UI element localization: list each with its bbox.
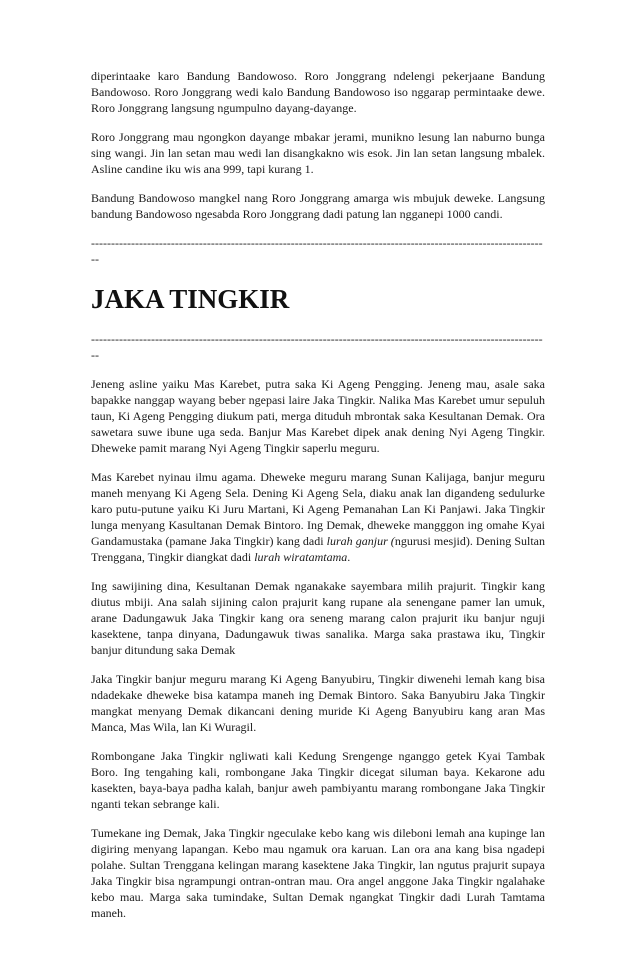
paragraph-2-text-a: Mas Karebet nyinau ilmu agama. Dheweke meguru marang Sunan Kalijaga, banjur meguru maneh menyang Ki Ageng Sela. Dening Ki Ageng Sela, diaku anak lan digandeng sedulurke karo putu-putune yaiku Ki Juru Martani, Ki Ageng Pemanahan Lan Ki Panjawi. Jaka Tingkir lunga menyang Kasultanan Demak Bintoro. Ing Demak, dheweke mangggon ing omahe Kyai Gandamustaka (pamane Jaka Tingkir) kang dadi (91, 470, 545, 548)
paragraph-3: Ing sawijining dina, Kesultanan Demak nganakake sayembara milih prajurit. Tingkir kang diutus mbiji. Ana salah sijining calon prajurit kang rupane ala senengane pamer lan umuk, arane Dadungawuk Jaka Tingkir kang ora seneng marang calon prajurit iku banjur nguji kasektene, tanpa dinyana, Dadungawuk tiwas sanalika. Marga saka prastawa iku, Tingkir banjur ditundung saka Demak (91, 579, 545, 657)
paragraph-4: Jaka Tingkir banjur meguru marang Ki Ageng Banyubiru, Tingkir diwenehi lemah kang bisa ndadekake dheweke bisa katampa maneh ing Demak Bintoro. Saka Banyubiru Jaka Tingkir mangkat menyang Demak dikancani dening muride Ki Ageng Banyubiru kang aran Mas Manca, Mas Wila, lan Ki Wuragil. (91, 672, 545, 734)
paragraph-6: Tumekane ing Demak, Jaka Tingkir ngeculake kebo kang wis dileboni lemah ana kupinge lan digiring menyang lapangan. Kebo mau ngamuk ora karuan. Lan ora ana kang bisa ngadepi polahe. Sultan Trenggana kelingan marang kasektene Jaka Tingkir, lan ngutus prajurit supaya Jaka Tingkir bisa ngrampungi ontran-ontran mau. Ora angel anggone Jaka Tingkir ngalahake kebo mau. Marga saka tumindake, Sultan Demak ngangkat Tingkir dadi Lurah Tamtama maneh. (91, 826, 545, 920)
paragraph-2-text-b: ngurusi mesjid). Dening Sultan Trenggana, Tingkir diangkat dadi (91, 534, 545, 564)
paragraph-1: Jeneng asline yaiku Mas Karebet, putra saka Ki Ageng Pengging. Jeneng mau, asale saka bapakke nanggap wayang beber ngepasi laire Jaka Tingkir. Nalika Mas Karebet umur sepuluh taun, Ki Ageng Pengging diukum pati, merga dituduh mbrontak saka Kesultanan Demak. Ora sawetara suwe ibune uga seda. Banjur Mas Karebet dipek anak dening Nyi Ageng Tingkir. Dheweke pamit marang Nyi Ageng Tingkir saperlu meguru. (91, 377, 545, 455)
paragraph-intro-2: Roro Jonggrang mau ngongkon dayange mbakar jerami, munikno lesung lan naburno bunga sing wangi. Jin lan setan mau wedi lan disangkakno wis esok. Jin lan setan langsung mbalek. Asline candine iku wis ana 999, tapi kurang 1. (91, 130, 545, 176)
dashed-separator: ------------------------------------------------------------------------------------------------------------------- (91, 236, 543, 266)
paragraph-2-italic-b: lurah wiratamtama (254, 550, 348, 564)
section-heading: JAKA TINGKIR (91, 284, 290, 314)
paragraph-2-text-c: . (347, 550, 351, 564)
paragraph-5: Rombongane Jaka Tingkir ngliwati kali Kedung Srengenge nganggo getek Kyai Tambak Boro. Ing tengahing kali, rombongane Jaka Tingkir dicegat siluman baya. Kekarone adu kasekten, baya-baya padha kalah, banjur aweh pambiyantu marang rombongane Jaka Tingkir nganti tekan sebrange kali. (91, 749, 545, 811)
paragraph-2 (91, 469, 545, 565)
paragraph-intro-3: Bandung Bandowoso mangkel nang Roro Jonggrang amarga wis mbujuk deweke. Langsung bandung Bandowoso ngesabda Roro Jonggrang dadi patung lan ngganepi 1000 candi. (91, 191, 545, 221)
paragraph-2-italic-a: lurah ganjur ( (326, 534, 395, 548)
dashed-separator: ------------------------------------------------------------------------------------------------------------------- (91, 332, 543, 362)
document-page (91, 68, 545, 934)
paragraph-intro-1: diperintaake karo Bandung Bandowoso. Roro Jonggrang ndelengi pekerjaane Bandung Bandowoso. Roro Jonggrang wedi kalo Bandung Bandowoso iso nggarap permintaake dewe. Roro Jonggrang langsung ngumpulno dayang-dayange. (91, 69, 545, 115)
